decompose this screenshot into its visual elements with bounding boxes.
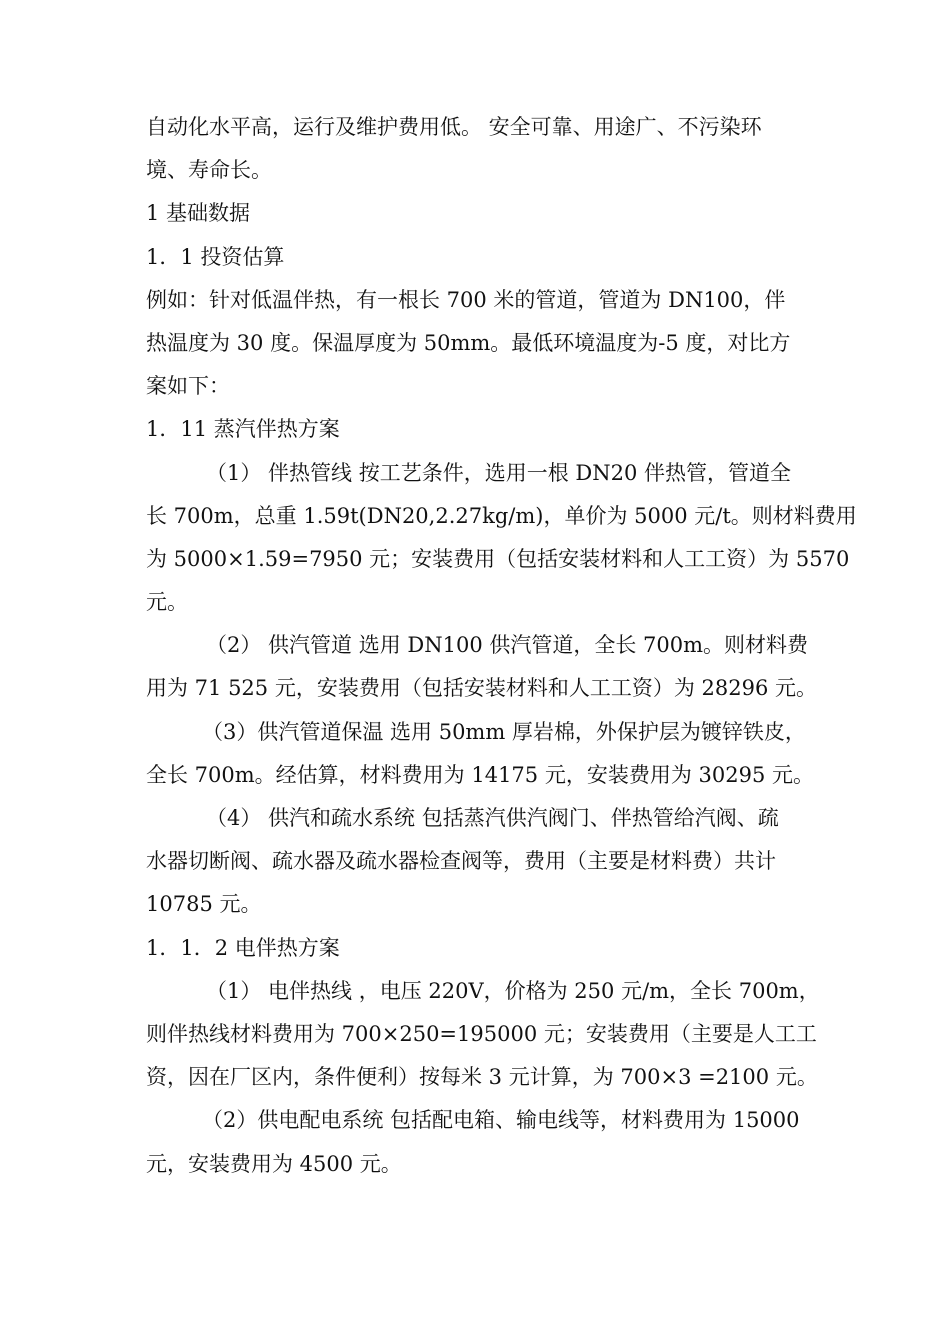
paragraph-line: 资，因在厂区内，条件便利）按每米 3 元计算，为 700×3 =2100 元。 [146,1065,818,1090]
list-item-line: （3）供汽管道保温 选用 50mm 厚岩棉，外保护层为镀锌铁皮， [202,719,806,744]
subsection-heading: 1．1 投资估算 [146,244,285,269]
paragraph-line: 则伴热线材料费用为 700×250=195000 元；安装费用（主要是人工工 [146,1021,817,1046]
paragraph-line: 例如：针对低温伴热，有一根长 700 米的管道，管道为 DN100，伴 [146,287,786,312]
paragraph-line: 热温度为 30 度。保温厚度为 50mm。最低环境温度为-5 度，对比方 [146,330,791,355]
paragraph-line: 元。 [146,590,188,615]
paragraph-line: 长 700m，总重 1.59t(DN20,2.27kg/m)，单价为 5000 元/t。则材料费用 [146,503,857,528]
list-item-line: （2） 供汽管道 选用 DN100 供汽管道，全长 700m。则材料费 [206,633,809,658]
list-item-line: （1） 电伴热线 ，电压 220V，价格为 250 元/m，全长 700m， [206,978,820,1003]
paragraph-line: 水器切断阀、疏水器及疏水器检查阀等，费用（主要是材料费）共计 [146,849,776,874]
section-heading: 1 基础数据 [146,201,251,226]
subsection-heading: 1．11 蒸汽伴热方案 [146,417,340,442]
subsection-heading: 1．1．2 电伴热方案 [146,935,340,960]
list-item-line: （1） 伴热管线 按工艺条件，选用一根 DN20 伴热管，管道全 [206,460,791,485]
list-item-line: （4） 供汽和疏水系统 包括蒸汽供汽阀门、伴热管给汽阀、疏 [206,806,779,830]
paragraph-line: 全长 700m。经估算，材料费用为 14175 元，安装费用为 30295 元。 [146,762,814,787]
paragraph-line: 境、寿命长。 [146,158,272,183]
paragraph-line: 案如下： [146,374,230,399]
paragraph-line: 用为 71 525 元，安装费用（包括安装材料和人工工资）为 28296 元。 [146,676,817,701]
paragraph-line: 10785 元。 [146,892,262,917]
paragraph-line: 自动化水平高，运行及维护费用低。 安全可靠、用途广、不污染环 [146,115,762,139]
document-body [146,106,857,1186]
list-item-line: （2）供电配电系统 包括配电箱、输电线等，材料费用为 15000 [202,1108,800,1133]
paragraph-line: 为 5000×1.59=7950 元；安装费用（包括安装材料和人工工资）为 5570 [146,546,850,571]
paragraph-line: 元，安装费用为 4500 元。 [146,1151,402,1176]
